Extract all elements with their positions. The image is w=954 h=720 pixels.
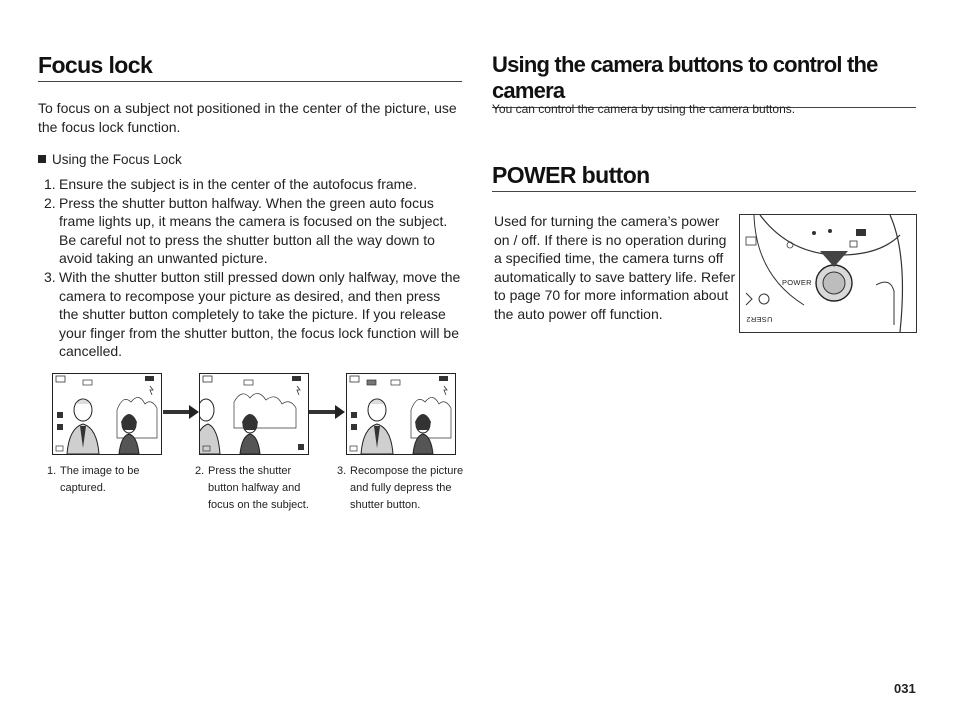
step-item: 2. Press the shutter button halfway. When the green auto focus frame lights up, it means the camera is focused on the subject. Be careful not to press the shutter button all the way down to avoid taking an unwanted picture. <box>44 194 448 267</box>
focus-lock-intro: To focus on a subject not positioned in the center of the picture, use the focus lock function. <box>38 100 457 135</box>
caption-2: 2. Press the shutter button halfway and focus on the subject. <box>195 465 309 511</box>
user2-label: USER2 <box>746 315 773 324</box>
people-illustration-1 <box>53 374 161 454</box>
power-label: POWER <box>782 278 812 287</box>
arrow-right-icon <box>163 405 199 419</box>
camera-buttons-title: Using the camera buttons to control the camera <box>492 52 916 108</box>
step-item: 3. With the shutter button still pressed down only halfway, move the camera to recompose your picture as desired, and then press the shutter button completely to take the picture. If you release your finger from the shutter button, the focus lock function will be cancelled. <box>44 268 461 360</box>
lcd-frame-1 <box>52 373 162 455</box>
people-illustration-2 <box>200 374 308 454</box>
square-bullet-icon <box>38 155 46 163</box>
power-button-description: Used for turning the camera’s power on / off. If there is no operation during a specified time, the camera turns off automatically to save battery life. Refer to page 70 for more information about the auto power off function. <box>494 213 736 322</box>
step-item: 1. Ensure the subject is in the center of the autofocus frame. <box>44 176 417 192</box>
camera-power-illustration <box>739 214 917 333</box>
caption-3: 3. Recompose the picture and fully depress the shutter button. <box>337 465 464 511</box>
lcd-frame-3 <box>346 373 456 455</box>
page-number: 031 <box>894 681 916 696</box>
camera-buttons-intro: You can control the camera by using the camera buttons. <box>492 102 796 116</box>
people-illustration-3 <box>347 374 455 454</box>
power-button-title: POWER button <box>492 162 916 192</box>
focus-lock-title: Focus lock <box>38 52 462 82</box>
focus-lock-steps <box>38 175 462 361</box>
focus-lock-subhead: Using the Focus Lock <box>38 151 462 170</box>
lcd-frame-2 <box>199 373 309 455</box>
arrow-right-icon <box>309 405 345 419</box>
caption-1: 1. The image to be captured. <box>47 465 140 494</box>
